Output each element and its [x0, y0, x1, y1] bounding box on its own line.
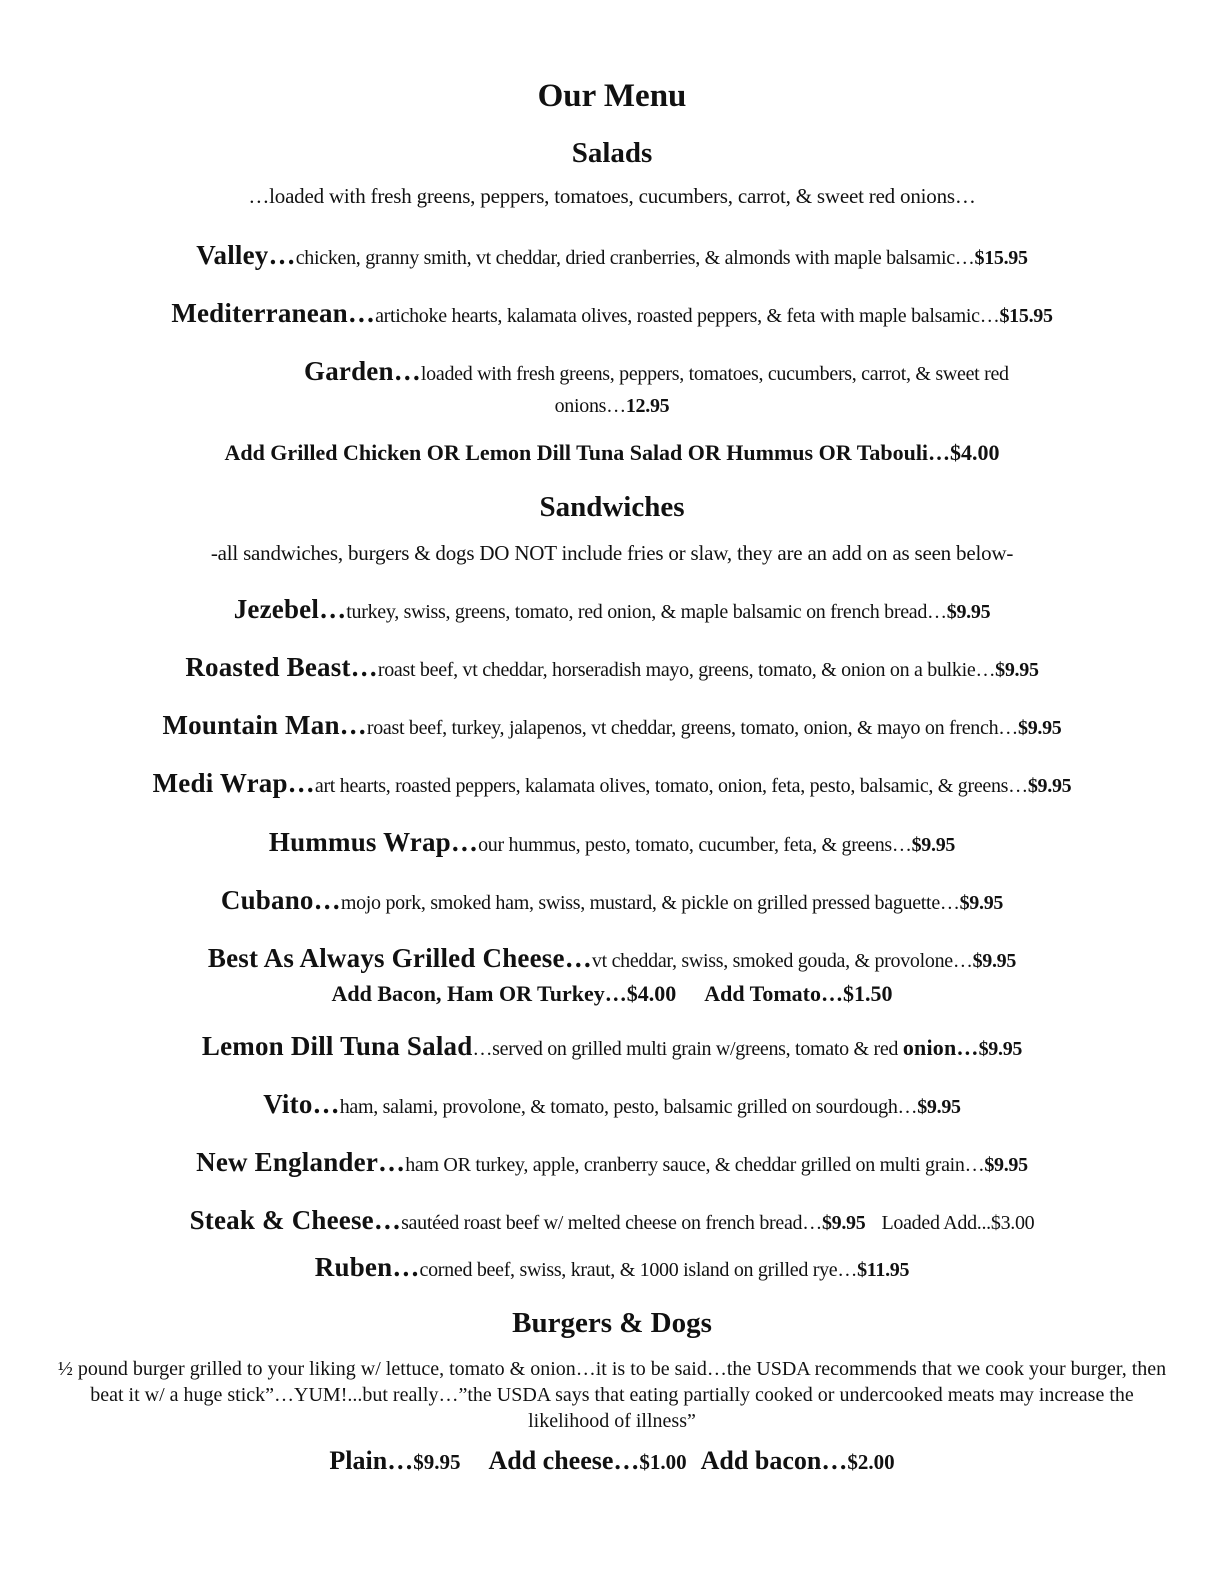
menu-item-garden-continued [0, 396, 1224, 416]
item-price: $9.95 [984, 1154, 1028, 1176]
item-name: Medi Wrap… [152, 768, 315, 798]
burger-options [0, 1448, 1224, 1474]
item-name: New Englander… [196, 1147, 406, 1177]
item-description: onions… [554, 395, 626, 417]
grilled-cheese-addons [0, 983, 1224, 1005]
menu-item-vito [0, 1091, 1224, 1118]
item-name: Roasted Beast… [185, 652, 378, 682]
item-name: Valley… [196, 240, 296, 270]
menu-item-grilled-cheese [0, 945, 1224, 972]
burger-option-plain: Plain…$9.95 [329, 1446, 461, 1475]
item-name: Jezebel… [233, 594, 347, 624]
item-price: $9.95 [1018, 717, 1062, 739]
item-description: loaded with fresh greens, peppers, tomatoes, cucumbers, carrot, & sweet red [420, 363, 1009, 385]
item-description: ham, salami, provolone, & tomato, pesto, balsamic grilled on sourdough… [339, 1096, 918, 1118]
item-price: $9.95 [995, 659, 1039, 681]
menu-item-medi-wrap [0, 770, 1224, 797]
item-price: $9.95 [917, 1096, 961, 1118]
item-name: Mediterranean… [171, 298, 376, 328]
item-description: our hummus, pesto, tomato, cucumber, feta, & greens… [478, 834, 912, 856]
item-price: $9.95 [959, 892, 1004, 914]
menu-item-jezebel [0, 596, 1224, 623]
page-title: Our Menu [537, 78, 687, 114]
item-price: 12.95 [625, 395, 670, 417]
item-description: roast beef, vt cheddar, horseradish mayo, greens, tomato, & onion on a bulkie… [377, 659, 996, 681]
salads-addon: Add Grilled Chicken OR Lemon Dill Tuna Salad OR Hummus OR Tabouli…$4.00 [224, 440, 1000, 465]
menu-item-hummus-wrap [0, 829, 1224, 856]
burger-option-bacon: Add bacon…$2.00 [700, 1446, 895, 1475]
item-description: vt cheddar, swiss, smoked gouda, & provolone… [591, 950, 973, 972]
burgers-description: ½ pound burger grilled to your liking w/ lettuce, tomato & onion…it is to be said…the USDA recommends that we cook your burger, then beat it w/ a huge stick”…YUM!...but really…”the USDA says that eating partially cooked or undercooked meats may increase the likelihood of illness” [57, 1358, 1167, 1432]
item-description: roast beef, turkey, jalapenos, vt cheddar, greens, tomato, onion, & mayo on french… [366, 717, 1018, 739]
item-name: Cubano… [220, 885, 341, 915]
salads-heading: Salads [571, 137, 653, 169]
item-price: $9.95 [946, 601, 991, 623]
item-name: Lemon Dill Tuna Salad [201, 1031, 473, 1061]
item-name: Vito… [263, 1089, 340, 1119]
item-price: $9.95 [972, 950, 1017, 972]
menu-item-mediterranean [0, 300, 1224, 327]
sandwiches-note: -all sandwiches, burgers & dogs DO NOT include fries or slaw, they are an add on as seen below- [210, 541, 1014, 565]
item-price: $15.95 [999, 305, 1053, 327]
item-name: Garden… [304, 356, 421, 386]
item-description: turkey, swiss, greens, tomato, red onion, & maple balsamic on french bread… [346, 601, 947, 623]
item-description: mojo pork, smoked ham, swiss, mustard, & pickle on grilled pressed baguette… [340, 892, 960, 914]
item-price: $9.95 [821, 1212, 866, 1234]
item-price: $9.95 [978, 1038, 1023, 1060]
menu-item-valley [0, 242, 1224, 269]
item-description: ham OR turkey, apple, cranberry sauce, & cheddar grilled on multi grain… [405, 1154, 985, 1176]
item-description: art hearts, roasted peppers, kalamata olives, tomato, onion, feta, pesto, balsamic, & greens… [314, 775, 1028, 797]
menu-item-new-englander [0, 1149, 1224, 1176]
item-name: Ruben… [314, 1252, 420, 1282]
item-name: Best As Always Grilled Cheese… [207, 943, 592, 973]
menu-item-roasted-beast [0, 654, 1224, 681]
item-description: artichoke hearts, kalamata olives, roasted peppers, & feta with maple balsamic… [375, 305, 1000, 327]
grilled-cheese-addon-meat: Add Bacon, Ham OR Turkey…$4.00 [331, 981, 677, 1006]
burgers-heading: Burgers & Dogs [512, 1307, 712, 1339]
grilled-cheese-addon-tomato: Add Tomato…$1.50 [704, 981, 893, 1006]
item-price: $9.95 [1027, 775, 1072, 797]
sandwiches-heading: Sandwiches [539, 491, 685, 523]
item-price: $9.95 [911, 834, 956, 856]
item-description: chicken, granny smith, vt cheddar, dried cranberries, & almonds with maple balsamic… [295, 247, 975, 269]
item-description: sautéed roast beef w/ melted cheese on french bread… [401, 1212, 822, 1234]
salads-intro: …loaded with fresh greens, peppers, tomatoes, cucumbers, carrot, & sweet red onions… [248, 184, 976, 208]
item-name: Hummus Wrap… [268, 827, 479, 857]
item-description: corned beef, swiss, kraut, & 1000 island on grilled rye… [419, 1259, 858, 1281]
item-description: …served on grilled multi grain w/greens, tomato & red [472, 1038, 903, 1060]
item-price: $11.95 [857, 1259, 910, 1281]
menu-item-steak-cheese [0, 1207, 1224, 1234]
burger-option-cheese: Add cheese…$1.00 [488, 1446, 687, 1475]
menu-item-lemon-dill-tuna [0, 1033, 1224, 1060]
item-name: Steak & Cheese… [189, 1205, 402, 1235]
menu-item-mountain-man [0, 712, 1224, 739]
item-description-bold: onion… [902, 1035, 979, 1060]
item-name: Mountain Man… [162, 710, 367, 740]
menu-item-garden [304, 358, 1104, 385]
menu-item-cubano [0, 887, 1224, 914]
item-price: $15.95 [974, 247, 1028, 269]
menu-item-ruben [0, 1254, 1224, 1281]
item-extra: Loaded Add...$3.00 [881, 1212, 1035, 1234]
